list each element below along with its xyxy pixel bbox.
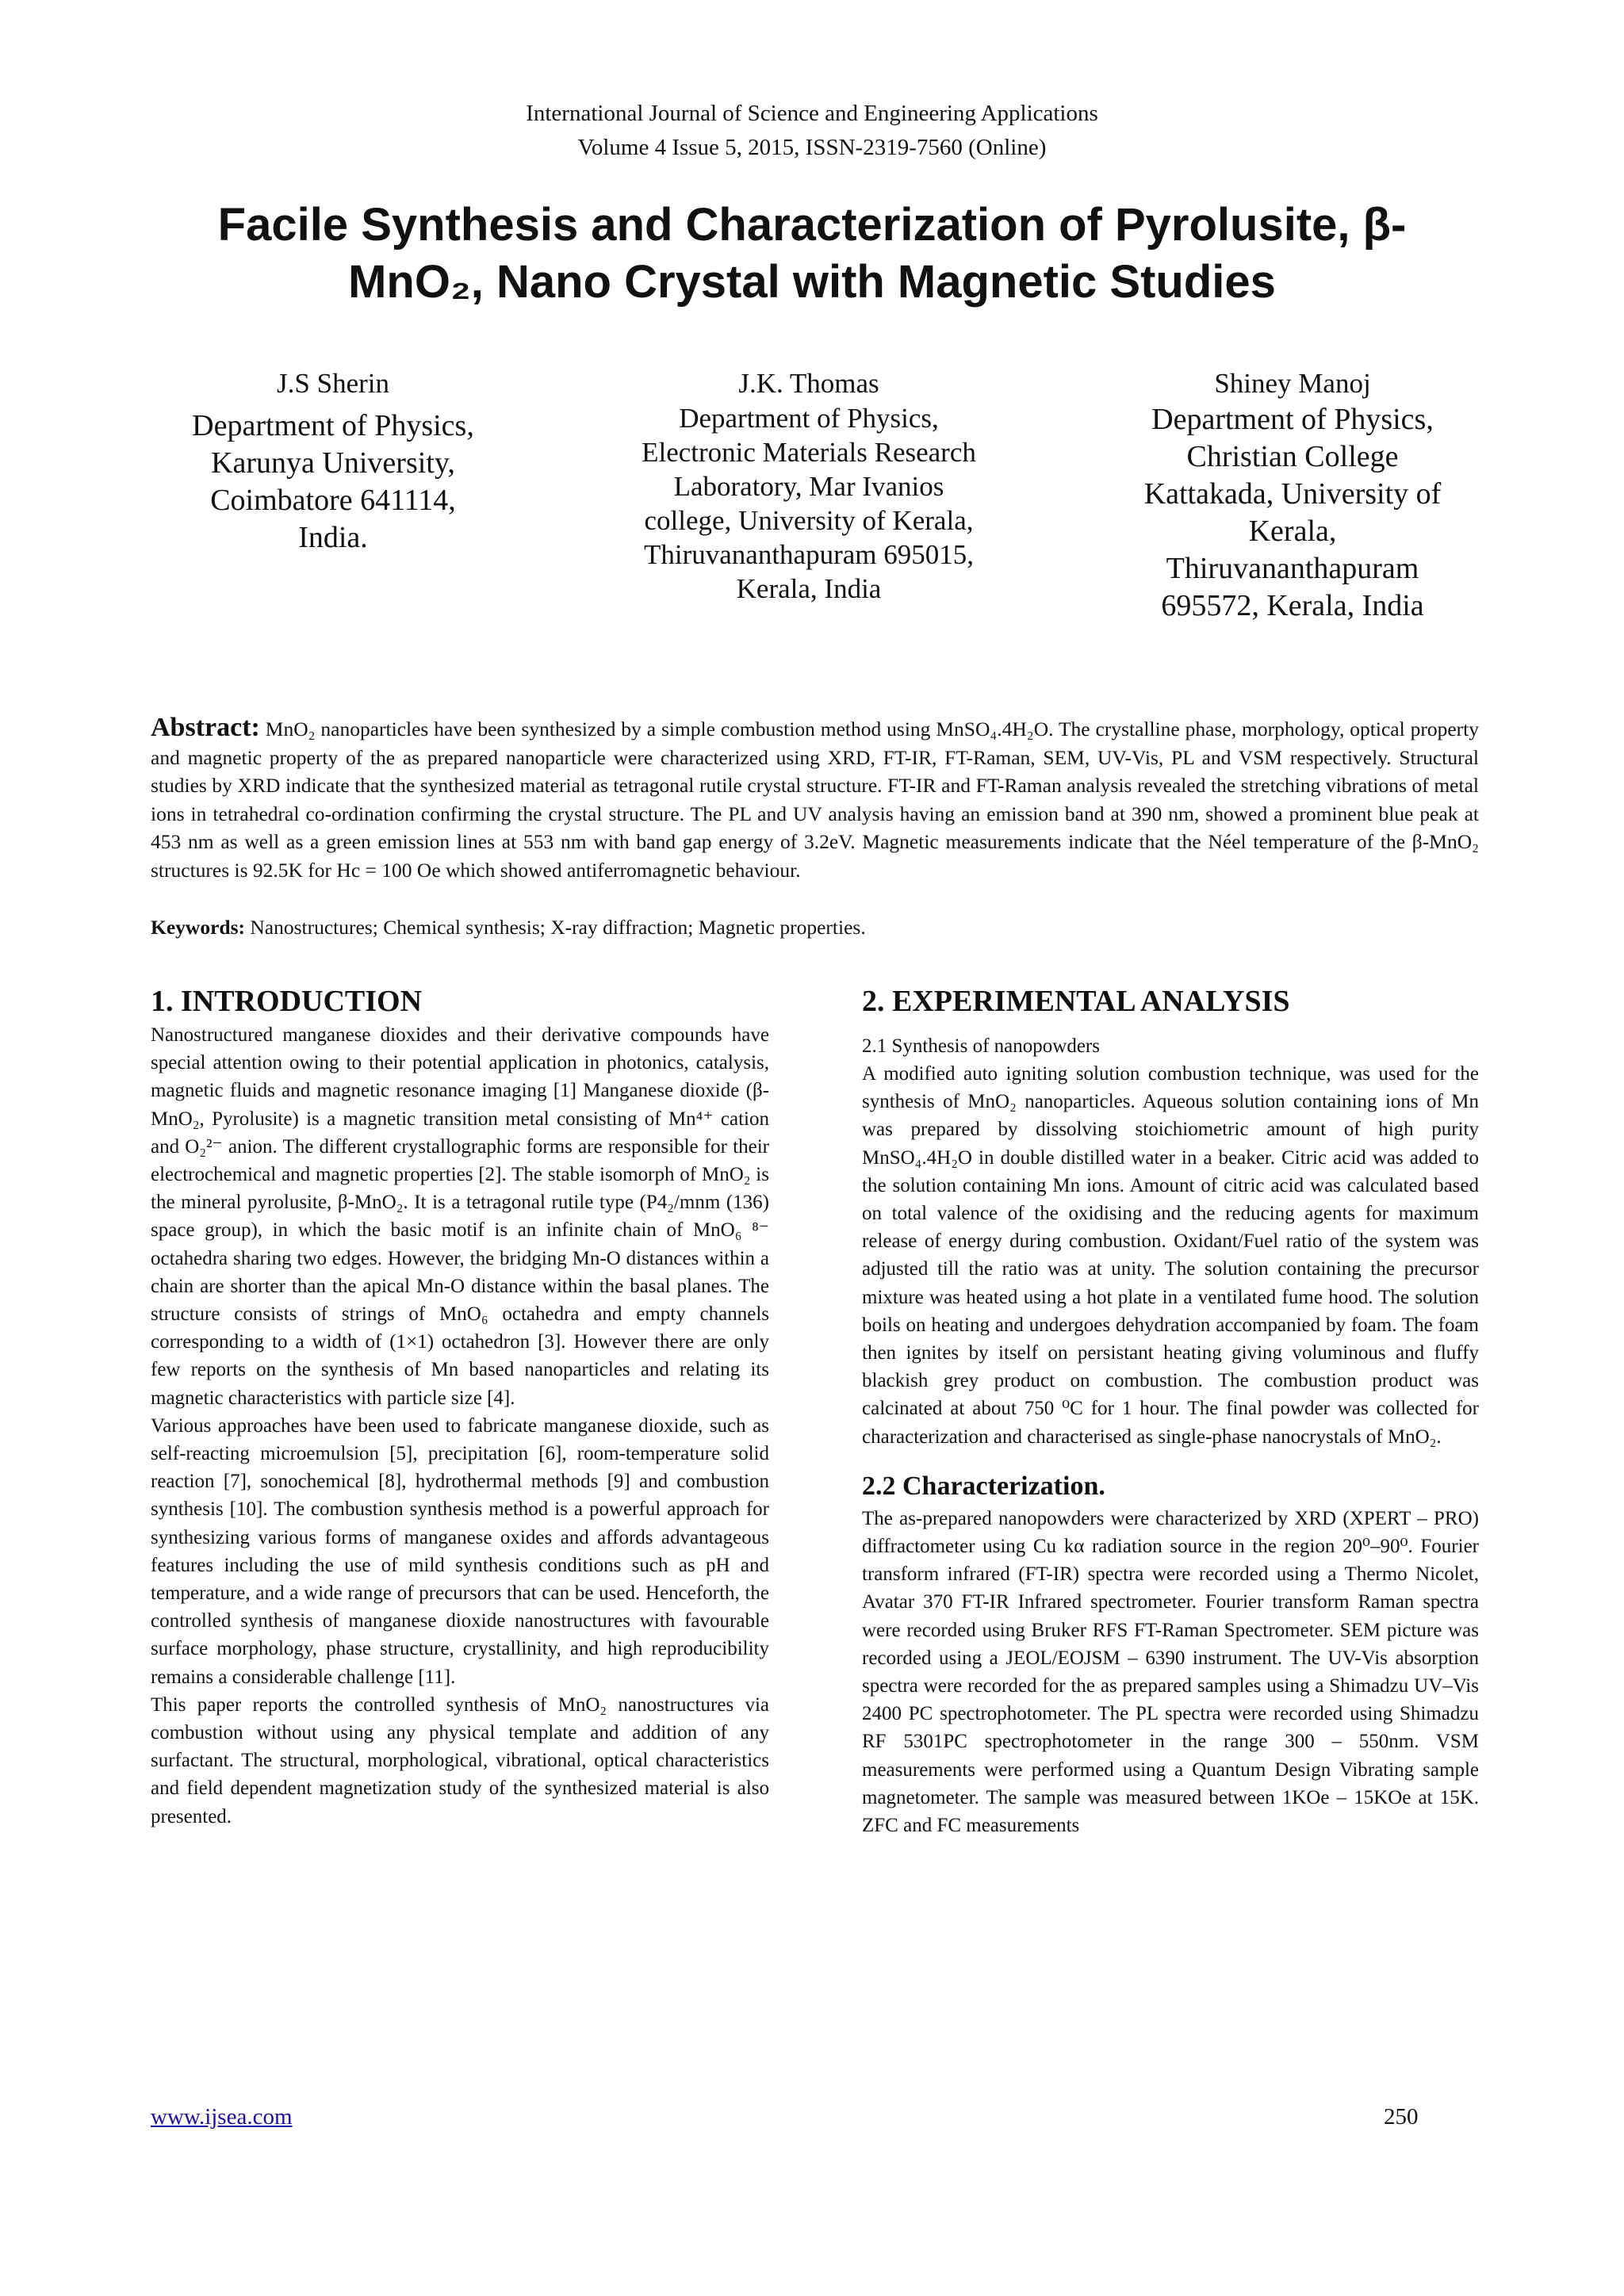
journal-website-link[interactable]: www.ijsea.com [151, 2104, 293, 2130]
affiliation-line: Electronic Materials Research [642, 437, 976, 468]
left-column [151, 982, 769, 1831]
author-affiliation [611, 401, 1007, 606]
intro-paragraph-3: This paper reports the controlled synthesis of MnO₂ nanostructures via combustion without using any physical template and addition of any surfactant. The structural, morphological, vibrational, optical characteristics and field dependent magnetization study of the synthesized material is also presented. [151, 1693, 769, 1827]
synthesis-paragraph: A modified auto igniting solution combustion technique, was used for the synthesis of MnO₂ nanoparticles. Aqueous solution containing ions of Mn was prepared by dissolving stoichiometric amount of high purity MnSO₄.4H₂O in double distilled water in a beaker. Citric acid was added to the solution containing Mn ions. Amount of citric acid was calculated based on total valence of the oxidising and the reducing agents for maximum release of energy during combustion. Oxidant/Fuel ratio of the system was adjusted till the ratio was at unity. The solution containing the precursor mixture was heated using a hot plate in a ventilated fume hood. The solution boils on heating and undergoes dehydration accompanied by foam. The foam then ignites by itself on persistant heating giving voluminous and fluffy blackish grey product on combustion. The combustion product was calcinated at about 750 ⁰C for 1 hour. The final powder was collected for characterization and characterised as single-phase nanocrystals of MnO₂. [862, 1063, 1479, 1448]
journal-header [0, 97, 1624, 165]
author-name: Shiney Manoj [1214, 368, 1371, 399]
abstract [151, 714, 1479, 884]
affiliation-line: Department of Physics, [192, 409, 474, 442]
author-block-2 [611, 366, 1007, 606]
subsection-heading-synthesis: 2.1 Synthesis of nanopowders [862, 1035, 1100, 1057]
affiliation-line: Department of Physics, [1151, 403, 1434, 436]
section-heading-experimental: 2. EXPERIMENTAL ANALYSIS [862, 985, 1290, 1018]
journal-name: International Journal of Science and Engineering Applications [526, 101, 1098, 126]
affiliation-line: Department of Physics, [679, 403, 939, 434]
author-block-3 [1110, 366, 1475, 625]
author-affiliation [1110, 401, 1475, 625]
affiliation-line: Kerala, [1248, 515, 1337, 548]
affiliation-line: Christian College [1186, 440, 1399, 473]
keywords-label: Keywords: [151, 916, 245, 939]
title-line-1: Facile Synthesis and Characterization of Pyrolusite, β- [217, 199, 1407, 251]
abstract-text: MnO₂ nanoparticles have been synthesized by a simple combustion method using MnSO₄.4H₂O. The crystalline phase, morphology, optical property and magnetic property of the as prepared nanoparticle were characterized using XRD, FT-IR, FT-Raman, SEM, UV-Vis, PL and VSM respectively. Structural studies by XRD indicate that the synthesized material as tetragonal rutile crystal structure. FT-IR and FT-Raman analysis revealed the stretching vibrations of metal ions in tetrahedral co-ordination confirming the crystal structure. The PL and UV analysis having an emission band at 390 nm, showed a prominent blue peak at 453 nm as well as a green emission lines at 553 nm with band gap energy of 3.2eV. Magnetic measurements indicate that the Néel temperature of the β-MnO₂ structures is 92.5K for Hc = 100 Oe which showed antiferromagnetic behaviour. [151, 718, 1479, 882]
affiliation-line: Kerala, India [736, 573, 882, 604]
paper-title [143, 197, 1481, 311]
intro-paragraph-2: Various approaches have been used to fabricate manganese dioxide, such as self-reacting microemulsion [5], precipitation [6], room-temperature solid reaction [7], sonochemical [8], hydrothermal methods [9] and combustion synthesis [10]. The combustion synthesis method is a powerful approach for synthesizing various forms of manganese oxides and affords advantageous features including the use of mild synthesis conditions such as pH and temperature, and a wide range of precursors that can be used. Henceforth, the controlled synthesis of manganese dioxide nanostructures with favourable surface morphology, phase structure, crystallinity, and high reproducibility remains a considerable challenge [11]. [151, 1414, 769, 1688]
affiliation-line: Thiruvananthapuram 695015, [643, 539, 974, 570]
affiliation-line: Thiruvananthapuram [1166, 552, 1419, 585]
affiliation-line: college, University of Kerala, [644, 505, 974, 536]
intro-paragraph-1: Nanostructured manganese dioxides and their derivative compounds have special attention owing to their potential application in photonics, catalysis, magnetic fluids and magnetic resonance imaging [1] Manganese dioxide (β-MnO₂, Pyrolusite) is a magnetic transition metal consisting of Mn⁴⁺ cation and O₂²⁻ anion. The different crystallographic forms are responsible for their electrochemical and magnetic properties [2]. The stable isomorph of MnO₂ is the mineral pyrolusite, β-MnO₂. It is a tetragonal rutile type (P4₂/mnm (136) space group), in which the basic motif is an infinite chain of MnO₆ ⁸⁻ octahedra sharing two edges. However, the bridging Mn-O distances within a chain are shorter than the apical Mn-O distance within the basal planes. The structure consists of strings of MnO₆ octahedra and empty channels corresponding to a width of (1×1) octahedron [3]. However there are only few reports on the synthesis of Mn based nanoparticles and relating its magnetic characteristics with particle size [4]. [151, 1024, 769, 1409]
subsection-heading-characterization: 2.2 Characterization. [862, 1471, 1105, 1501]
affiliation-line: Karunya University, [211, 446, 455, 480]
affiliation-line: 695572, Kerala, India [1161, 589, 1424, 622]
keywords [151, 913, 1479, 942]
author-name: J.S Sherin [277, 368, 389, 399]
affiliation-line: Laboratory, Mar Ivanios [673, 471, 944, 502]
abstract-label: Abstract: [151, 713, 260, 742]
keywords-text: Nanostructures; Chemical synthesis; X-ray diffraction; Magnetic properties. [250, 916, 866, 939]
journal-volume: Volume 4 Issue 5, 2015, ISSN-2319-7560 (Online) [577, 135, 1047, 160]
affiliation-line: India. [298, 521, 368, 554]
affiliation-line: Kattakada, University of [1143, 477, 1442, 511]
author-block-1 [159, 366, 508, 557]
title-line-2: MnO₂, Nano Crystal with Magnetic Studies [348, 256, 1276, 308]
affiliation-line: Coimbatore 641114, [210, 484, 456, 517]
section-heading-introduction: 1. INTRODUCTION [151, 985, 423, 1018]
right-column [862, 982, 1479, 1839]
characterization-paragraph: The as-prepared nanopowders were characterized by XRD (XPERT – PRO) diffractometer using Cu kα radiation source in the region 20⁰–90⁰. Fourier transform infrared (FT-IR) spectra were recorded using a Thermo Nicolet, Avatar 370 FT-IR Infrared spectrometer. Fourier transform Raman spectra were recorded using Bruker RFS FT-Raman Spectrometer. SEM picture was recorded using a JEOL/EOJSM – 6390 instrument. The UV-Vis absorption spectra were recorded for the as prepared samples using a Shimadzu UV–Vis 2400 PC spectrophotometer. The PL spectra were recorded using Shimadzu RF 5301PC spectrophotometer in the range 300 – 550nm. VSM measurements were performed using a Quantum Design Vibrating sample magnetometer. The sample was measured between 1KOe – 15KOe at 15K. ZFC and FC measurements [862, 1507, 1479, 1837]
author-name: J.K. Thomas [738, 368, 879, 399]
page-number: 250 [1384, 2104, 1419, 2130]
author-affiliation [159, 408, 508, 557]
